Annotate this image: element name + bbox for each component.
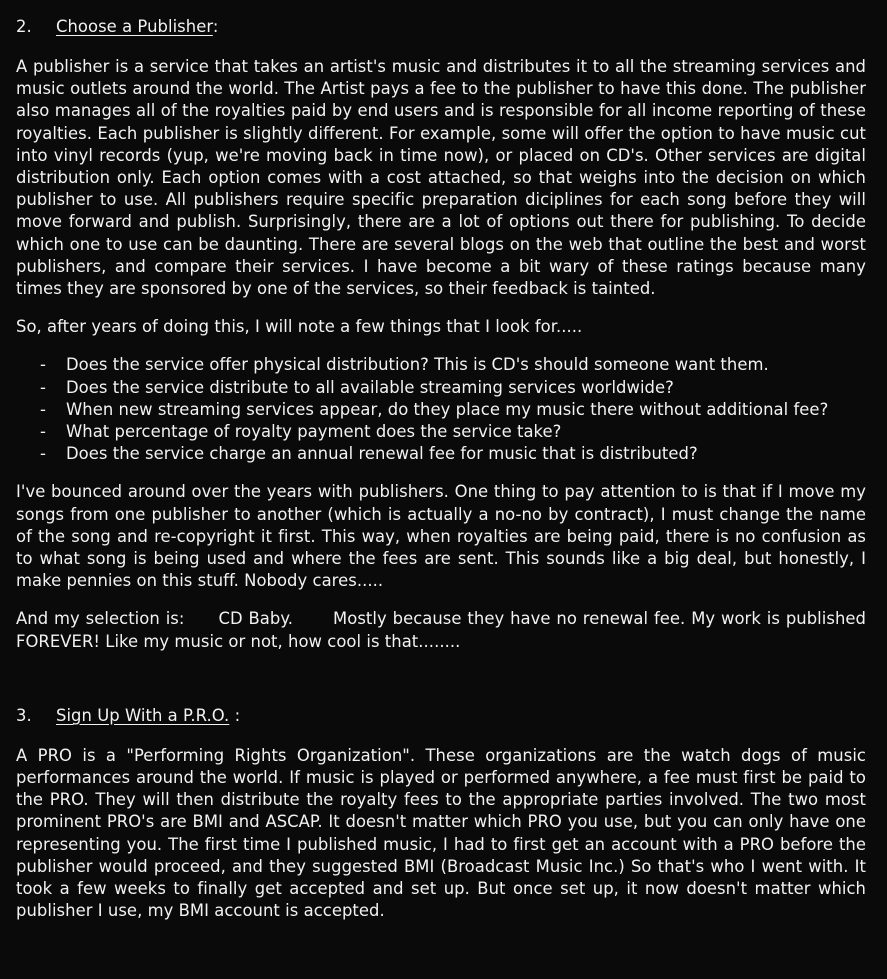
list-item-text: When new streaming services appear, do they place my music there without additional fee? — [66, 399, 829, 419]
list-item-text: Does the service charge an annual renewal fee for music that is distributed? — [66, 444, 698, 464]
spacer — [16, 300, 866, 316]
list-dash: - — [40, 399, 46, 419]
list-item — [16, 443, 866, 465]
section-heading-pro — [16, 705, 866, 727]
pro-paragraph: A PRO is a "Performing Rights Organization". These organizations are the watch dogs of music performances around the world. If music is played or performed anywhere, a fee must first be paid to the PRO. They will then distribute the royalty fees to the appropriate parties involved. The two most prominent PRO's are BMI and ASCAP. It doesn't matter which PRO you use, but you can only have one representing you. The first time I published music, I had to first get an account with a PRO before the publisher would proceed, and they suggested BMI (Broadcast Music Inc.) So that's who I went with. It took a few weeks to finally get accepted and set up. But once set up, it now doesn't matter which publisher I use, my BMI account is accepted. — [16, 745, 866, 921]
list-item-text: What percentage of royalty payment does the service take? — [66, 422, 562, 442]
selection-label: And my selection is: — [16, 609, 185, 629]
section-title: Choose a Publisher — [56, 17, 213, 36]
list-item — [16, 421, 866, 443]
spacer — [16, 727, 866, 745]
publisher-lookfor-paragraph: So, after years of doing this, I will note a few things that I look for..... — [16, 317, 583, 337]
selection-reason: Mostly because they have no renewal fee. My work is published FOREVER! Like my music or not, how cool is that........ — [16, 609, 867, 651]
list-dash: - — [40, 355, 46, 375]
selection-paragraph — [16, 608, 866, 652]
publisher-experience-paragraph: I've bounced around over the years with publishers. One thing to pay attention to is that if I move my songs from one publisher to another (which is actually a no-no by contract), I must change the name of the song and re-copyright it first. This way, when royalties are being paid, there is no confusion as to what song is being used and where the fees are sent. This sounds like a big deal, but honestly, I make pennies on this stuff. Nobody cares..... — [16, 482, 866, 591]
section-title-wrap — [56, 705, 240, 727]
publisher-intro-paragraph: A publisher is a service that takes an artist's music and distributes it to all the streaming services and music outlets around the world. The Artist pays a fee to the publisher to have this done. The publisher also manages all of the royalties paid by end users and is responsible for all income reporting of these royalties. Each publisher is slightly different. For example, some will offer the option to have music cut into vinyl records (yup, we're moving back in time now), or placed on CD's. Other services are digital distribution only. Each option comes with a cost attached, so that weighs into the decision on which publisher to use. All publishers require specific preparation diciplines for each song before they will move forward and publish. Surprisingly, there are a lot of options out there for publishing. To decide which one to use can be daunting. There are several blogs on the web that outline the best and worst publishers, and compare their services. I have become a bit wary of these ratings because many times they are sponsored by one of the services, so their feedback is tainted. — [16, 57, 866, 299]
spacer — [16, 465, 866, 481]
spacer — [16, 38, 866, 56]
section-heading-publisher — [16, 16, 866, 38]
list-dash: - — [40, 377, 46, 397]
list-item — [16, 354, 866, 376]
list-item-text: Does the service offer physical distribution? This is CD's should someone want them. — [66, 355, 769, 375]
list-item-text: Does the service distribute to all available streaming services worldwide? — [66, 377, 674, 397]
selection-value: CD Baby. — [218, 609, 294, 629]
criteria-list — [16, 354, 866, 465]
section-number: 3. — [16, 705, 32, 725]
section-title-suffix: : — [229, 705, 241, 725]
spacer — [16, 592, 866, 608]
section-title-suffix: : — [212, 17, 219, 36]
section-number: 2. — [16, 17, 32, 36]
list-dash: - — [40, 422, 46, 442]
spacer — [16, 653, 866, 705]
spacer — [16, 338, 866, 354]
list-item — [16, 399, 866, 421]
list-dash: - — [40, 444, 46, 464]
section-title-wrap — [56, 16, 218, 38]
section-title: Sign Up With a P.R.O. — [56, 705, 230, 725]
list-item — [16, 377, 866, 399]
